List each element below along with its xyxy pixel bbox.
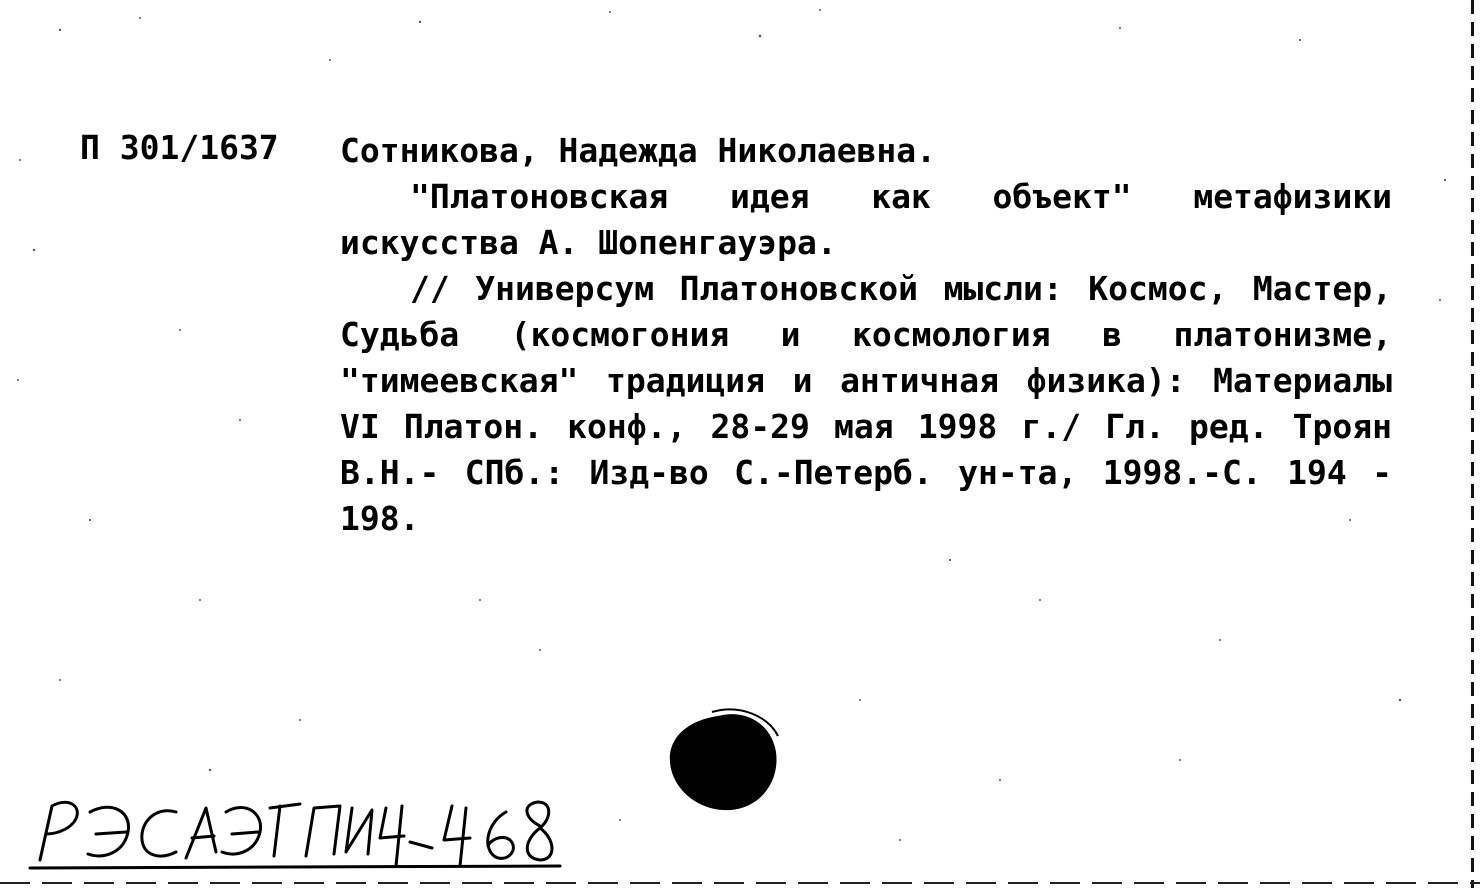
source-line: // Универсум Платоновской мысли: Космос, Мастер, Судьба (космогония и космология в платонизме, "тимеевская" традиция и античная физика): Материалы VI Платон. конф., 28-29 мая 1998 г./ Гл. ред. Троян В.Н.- СПб.: Изд-во С.-Петерб. ун-та, 1998.-С. 194 - 198.	[340, 269, 1392, 538]
title-line: "Платоновская идея как объект" метафизики искусства А. Шопенгауэра.	[340, 177, 1392, 262]
author-line: Сотникова, Надежда Николаевна.	[340, 131, 937, 170]
call-number: П 301/1637	[80, 128, 279, 167]
